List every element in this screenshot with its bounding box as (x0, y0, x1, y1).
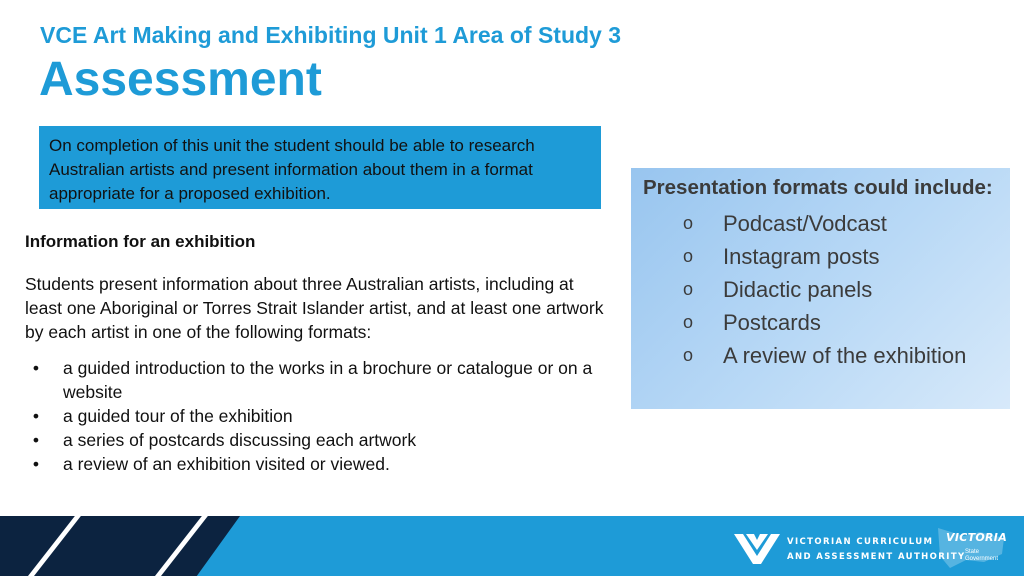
bullet-text: a series of postcards discussing each artwork (63, 430, 417, 450)
slide-title: Assessment (39, 53, 322, 106)
victoria-wordmark: VICTORIA (946, 531, 1008, 544)
circle-bullet-icon: o (683, 213, 694, 233)
outcome-text: On completion of this unit the student should be able to research Australian artists and present information about them in a format appropriate for a proposed exhibition. (49, 136, 535, 203)
bullet-text: a guided introduction to the works in a brochure or catalogue or on a website (63, 358, 593, 402)
list-item (643, 273, 1000, 306)
bullet-icon: • (32, 358, 40, 378)
bullet-icon: • (32, 430, 40, 450)
format-label: Didactic panels (723, 277, 873, 302)
list-item (25, 428, 615, 452)
circle-bullet-icon: o (683, 246, 694, 266)
slide-subtitle: VCE Art Making and Exhibiting Unit 1 Area of Study 3 (40, 22, 622, 48)
info-body: Students present information about three Australian artists, including at least one Aboriginal or Torres Strait Islander artist, and at least one artwork by each artist in one of the following formats: (25, 274, 604, 342)
bullet-text: a guided tour of the exhibition (63, 406, 293, 426)
format-bullet-list (25, 356, 615, 476)
government-label: Government (965, 556, 999, 562)
bullet-text: a review of an exhibition visited or viewed. (63, 454, 390, 474)
vcaa-line-2: AND ASSESSMENT AUTHORITY (787, 552, 966, 562)
circle-bullet-icon: o (683, 345, 694, 365)
state-label: State (965, 549, 980, 555)
format-label: Instagram posts (723, 244, 880, 269)
state-government-text (965, 549, 998, 563)
circle-bullet-icon: o (683, 279, 694, 299)
list-item (25, 452, 615, 476)
list-item (643, 306, 1000, 339)
list-item (643, 207, 1000, 240)
list-item (25, 404, 615, 428)
list-item (643, 339, 1000, 372)
formats-heading: Presentation formats could include: (643, 176, 993, 199)
circle-bullet-icon: o (683, 312, 694, 332)
vcaa-logo-icon (734, 530, 780, 564)
bullet-icon: • (32, 406, 40, 426)
footer-bar (0, 516, 1024, 576)
bullet-icon: • (32, 454, 40, 474)
format-label: Postcards (723, 310, 821, 335)
list-item (25, 356, 615, 404)
formats-list (643, 207, 1000, 372)
format-label: A review of the exhibition (723, 343, 967, 368)
info-heading: Information for an exhibition (25, 232, 256, 251)
vcaa-line-1: VICTORIAN CURRICULUM (787, 537, 934, 547)
list-item (643, 240, 1000, 273)
outcome-box (39, 126, 601, 209)
format-label: Podcast/Vodcast (723, 211, 887, 236)
presentation-formats-box (631, 168, 1010, 409)
